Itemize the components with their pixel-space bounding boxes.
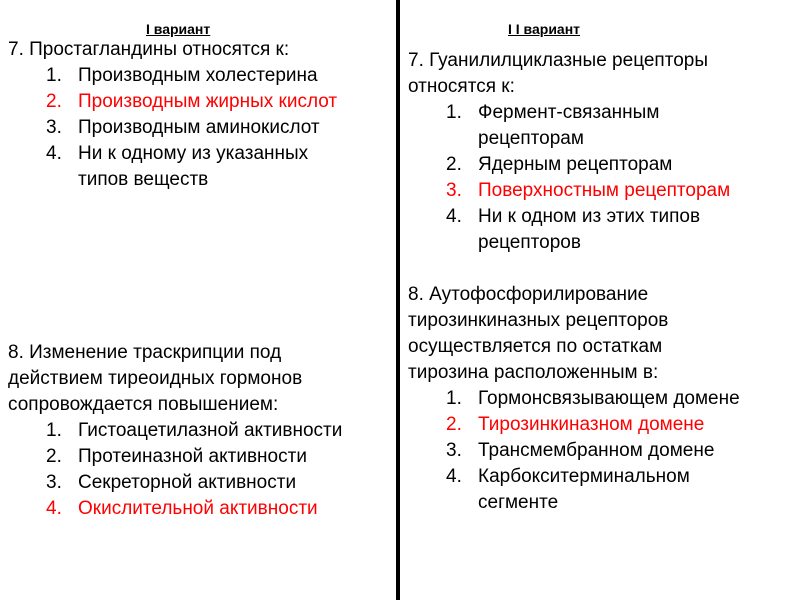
option-text: Секреторной активности [78, 472, 297, 493]
option-text: Трансмембранном домене [478, 440, 715, 461]
option-text: Производным аминокислот [78, 117, 320, 138]
answer-option-correct [8, 496, 393, 522]
question-stem-line: 8. Аутофосфорилирование [408, 284, 649, 305]
option-number: 3. [446, 440, 462, 461]
answer-option [8, 141, 358, 193]
option-number: 1. [446, 102, 462, 123]
answer-option [8, 115, 393, 141]
option-number: 2. [446, 414, 462, 435]
column-divider [396, 0, 400, 600]
question-stem-line: тирозинкиназных рецепторов [408, 310, 669, 331]
option-text: Тирозинкиназном домене [478, 414, 705, 435]
question-stem-line: 7. Гуанилилциклазные рецепторы [408, 50, 708, 71]
question-stem-line: 8. Изменение траскрипции под [8, 342, 282, 363]
answer-option [408, 204, 788, 256]
answer-option [8, 418, 393, 444]
variant-2-question-8 [408, 282, 798, 516]
answer-option [8, 63, 393, 89]
option-text: Производным холестерина [78, 65, 318, 86]
answer-option [8, 444, 393, 470]
option-number: 4. [46, 498, 62, 519]
option-text: Фермент-связанным рецепторам [478, 102, 660, 149]
option-text: Ни к одном из этих типов рецепторов [478, 206, 701, 253]
question-stem-line: сопровождается повышением: [8, 394, 279, 415]
question-stem-line: относятся к: [408, 76, 515, 97]
option-text: Гормонсвязывающем домене [478, 388, 740, 409]
option-text: Карбокситерминальном сегменте [478, 466, 690, 513]
question-stem-line: действием тиреоидных гормонов [8, 368, 303, 389]
answer-option [408, 386, 798, 412]
variant-1-question-8 [8, 340, 393, 522]
option-text: Поверхностным рецепторам [478, 180, 731, 201]
answer-option [8, 470, 393, 496]
option-number: 2. [46, 91, 62, 112]
question-stem-line: осуществляется по остаткам [408, 336, 663, 357]
answer-options [8, 63, 393, 193]
question-stem-line: тирозина расположенным в: [408, 362, 659, 383]
answer-options [8, 418, 393, 522]
option-text: Окислительной активности [78, 498, 318, 519]
option-text: Гистоацетилазной активности [78, 420, 343, 441]
answer-options [408, 386, 798, 516]
option-number: 4. [446, 466, 462, 487]
question-stem: 7. Простагландины относятся к: [8, 39, 290, 60]
option-text: Ни к одному из указанных типов веществ [78, 143, 309, 190]
option-number: 3. [46, 472, 62, 493]
option-text: Производным жирных кислот [78, 91, 338, 112]
option-number: 1. [46, 65, 62, 86]
answer-option-correct [8, 89, 393, 115]
answer-option [408, 464, 738, 516]
option-number: 3. [46, 117, 62, 138]
option-text: Ядерным рецепторам [478, 154, 673, 175]
option-number: 2. [46, 446, 62, 467]
option-number: 1. [446, 388, 462, 409]
answer-option [408, 152, 798, 178]
option-number: 4. [46, 143, 62, 164]
option-number: 1. [46, 420, 62, 441]
option-number: 4. [446, 206, 462, 227]
option-number: 2. [446, 154, 462, 175]
variant-1-heading: I вариант [146, 21, 211, 37]
variant-1-question-7 [8, 37, 393, 193]
answer-option [408, 438, 798, 464]
answer-option-correct [408, 178, 798, 204]
variant-2-heading: I I вариант [508, 21, 581, 37]
answer-option-correct [408, 412, 798, 438]
option-number: 3. [446, 180, 462, 201]
option-text: Протеиназной активности [78, 446, 307, 467]
answer-option [408, 100, 718, 152]
answer-options [408, 100, 798, 256]
variant-2-question-7 [408, 48, 798, 256]
